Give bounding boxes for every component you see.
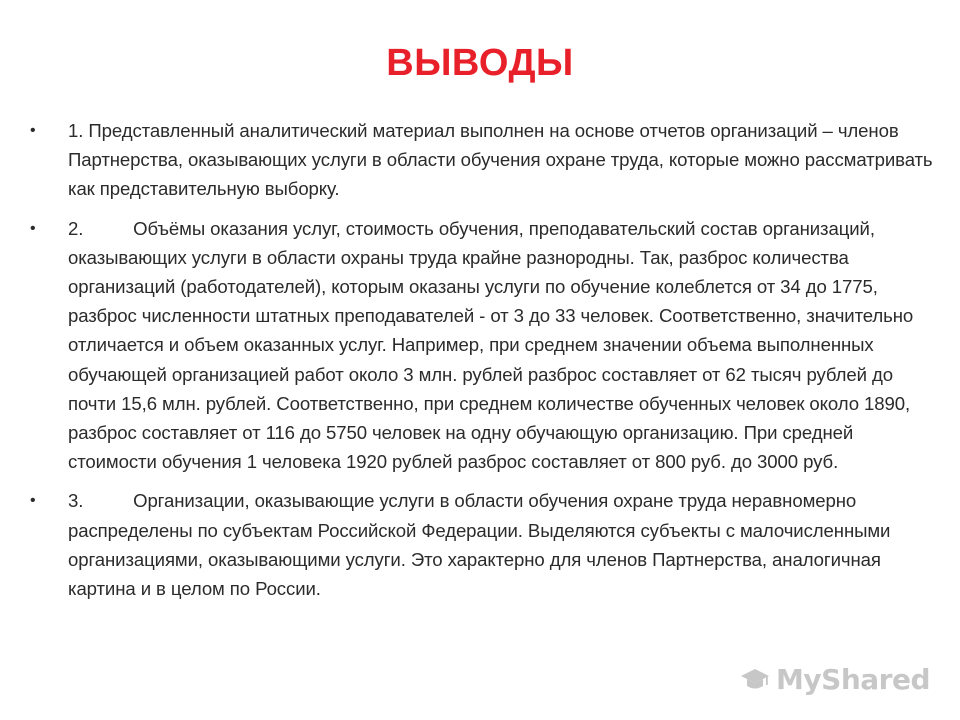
item-number: 3. <box>68 490 84 512</box>
item-number: 1. <box>68 120 84 141</box>
list-item <box>0 486 960 603</box>
bullet-icon: • <box>30 219 36 237</box>
item-text: Объёмы оказания услуг, стоимость обучения, преподавательский состав организаций, оказывающих услуги в области охраны труда крайне разнородны. Так, разброс количества организаций (работодателей), которым оказаны услуги по обучение колеблется от 34 до 1775, разброс численности штатных преподавателей - от 3 до 33 человек. Соответственно, значительно отличается и объем оказанных услуг. Например, при среднем значении объема выполненных обучающей организацией работ около 3 млн. рублей разброс составляет от 62 тысяч рублей до почти 15,6 млн. рублей. Соответственно, при среднем количестве обученных человек около 1890, разброс составляет от 116 до 5750 человек на одну обучающую организацию. При средней стоимости обучения 1 человека 1920 рублей разброс составляет от 800 руб. до 3000 руб. <box>68 217 914 473</box>
bullet-icon: • <box>30 492 36 510</box>
watermark-text: MyShared <box>776 663 930 696</box>
item-text: Представленный аналитический материал выполнен на основе отчетов организаций – членов Партнерства, оказывающих услуги в области обучения охране труда, которые можно рассматривать как представительную выборку. <box>68 120 933 200</box>
bullet-icon: • <box>30 122 36 139</box>
mortarboard-icon <box>740 665 770 695</box>
list-item <box>0 116 960 204</box>
slide-title: ВЫВОДЫ <box>386 42 574 84</box>
conclusions-list <box>0 116 960 613</box>
watermark <box>740 663 930 696</box>
item-text: Организации, оказывающие услуги в области обучения охране труда неравномерно распределены по субъектам Российской Федерации. Выделяются субъекты с малочисленными организациями, оказывающими услуги. Это характерно для членов Партнерства, аналогичная картина и в целом по России. <box>68 490 891 600</box>
item-number: 2. <box>68 217 84 239</box>
list-item <box>0 214 960 477</box>
